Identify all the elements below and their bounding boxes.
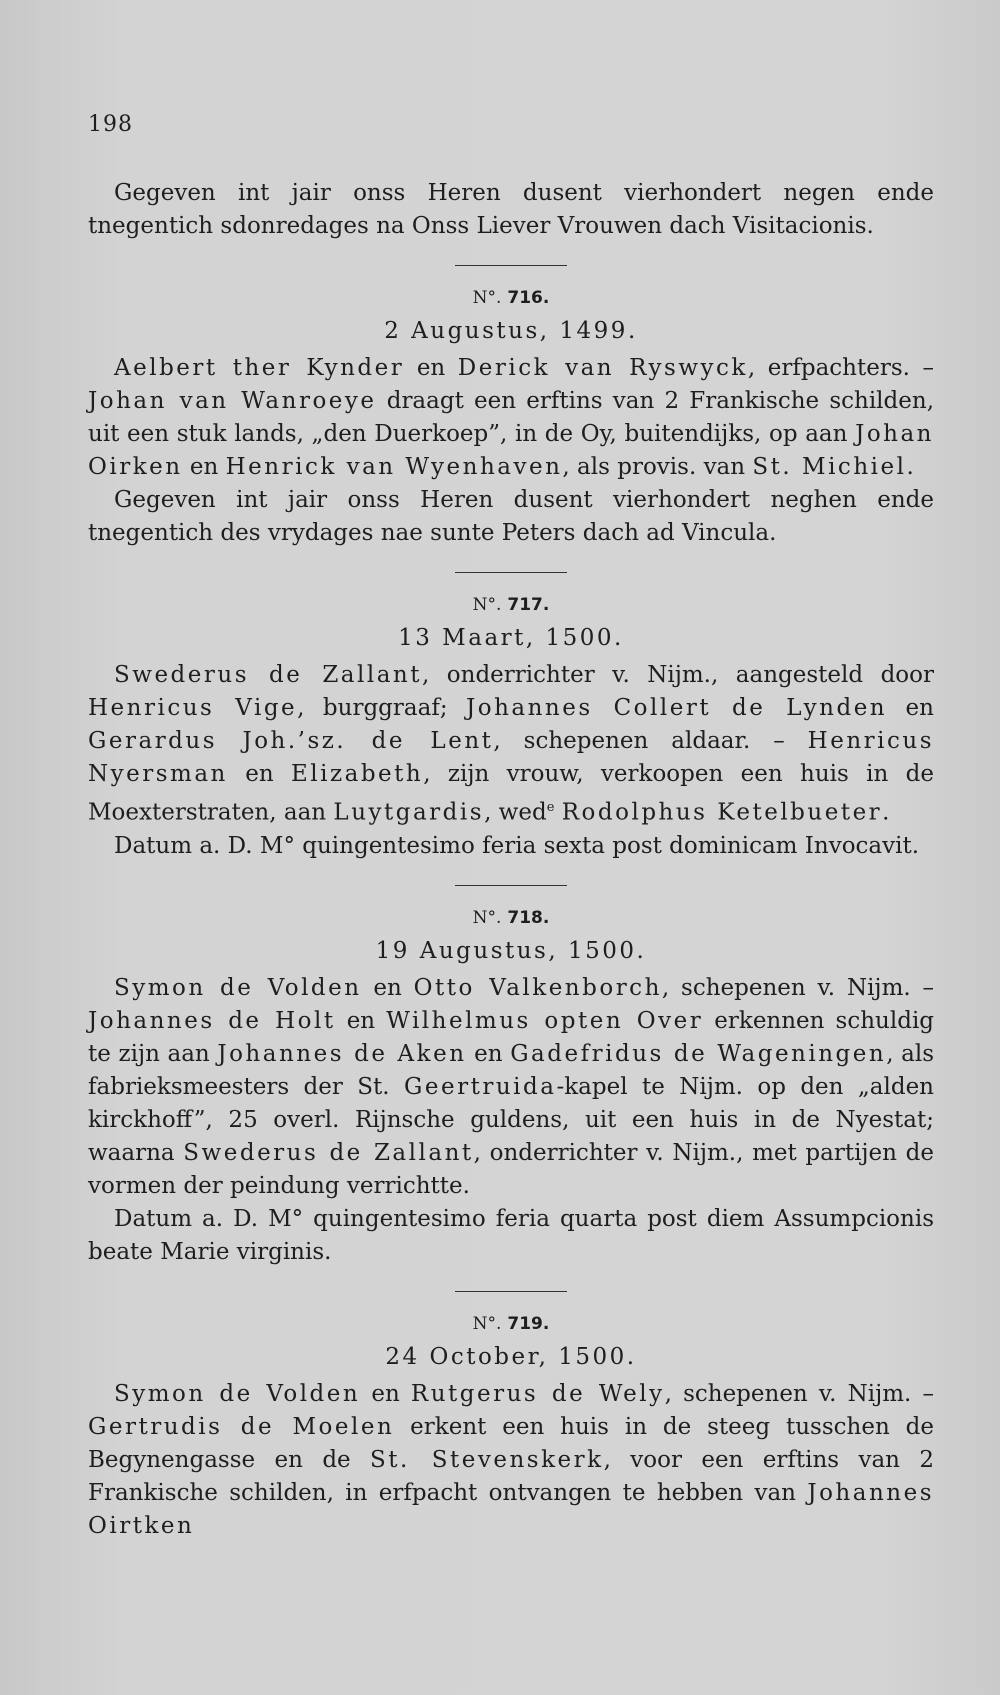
summary-text: , schepenen aldaar. – bbox=[493, 728, 808, 754]
summary-text: , erfpachters. – bbox=[747, 355, 934, 381]
person-name: Elizabeth bbox=[291, 761, 424, 787]
person-name: Gerardus Joh.’sz. de Lent bbox=[88, 728, 494, 754]
separator-rule bbox=[455, 265, 567, 266]
summary-text: , burggraaf; bbox=[297, 695, 467, 721]
person-name: Henricus Nyersman bbox=[88, 728, 935, 787]
summary-text: en bbox=[404, 355, 458, 381]
person-name: Johannes de Aken bbox=[217, 1040, 467, 1067]
person-name: Swederus de Zallant bbox=[183, 1139, 474, 1166]
summary-text: , zijn vrouw, verkoopen een huis in de Moexterstraten, aan bbox=[88, 761, 935, 826]
entry-number-prefix: N°. bbox=[472, 595, 502, 615]
person-name: Swederus de Zallant bbox=[114, 662, 422, 688]
person-name: Henrick van Wyenhaven bbox=[225, 454, 563, 480]
summary-text: erkent een huis in de steeg tusschen de Begynengasse en de bbox=[88, 1413, 934, 1473]
person-name: Johannes Collert de Lynden bbox=[466, 695, 888, 721]
separator-rule bbox=[455, 572, 567, 573]
entry-number bbox=[88, 595, 934, 615]
person-name: Wilhelmus opten Over bbox=[386, 1007, 704, 1034]
summary-text: draagt een erftins van 2 Frankische schilden, uit een stuk lands, „den Duerkoep”, in de Oy, buitendijks, op aan bbox=[88, 388, 934, 447]
person-name: Symon de Volden bbox=[114, 974, 362, 1001]
entry bbox=[88, 572, 934, 863]
person-name: Johan van Wanroeye bbox=[88, 388, 377, 414]
summary-text: . bbox=[906, 454, 914, 480]
entry-number-value: 718. bbox=[501, 907, 550, 928]
entry-number bbox=[88, 908, 934, 928]
summary-text: en bbox=[360, 1380, 411, 1407]
summary-text: , onderrichter v. Nijm., met partijen de vormen der peindung verrichtte. bbox=[88, 1139, 934, 1199]
summary-text: , voor een erftins van 2 Frankische schilden, in erfpacht ontvangen te hebben van bbox=[88, 1446, 935, 1506]
person-name: Symon de Volden bbox=[114, 1380, 361, 1407]
page-number: 198 bbox=[88, 112, 133, 137]
entry-number-prefix: N°. bbox=[472, 288, 502, 308]
entry-number-value: 719. bbox=[501, 1313, 550, 1334]
person-name: St. Michiel bbox=[752, 454, 907, 480]
summary-text: , wed bbox=[484, 799, 547, 826]
entry bbox=[88, 265, 934, 550]
person-name: Johan Oirken bbox=[88, 421, 934, 480]
entry-dating: Datum a. D. M° quingentesimo feria quarta post diem Assumpcionis beate Marie virginis. bbox=[88, 1205, 934, 1265]
entry-date: 19 Augustus, 1500. bbox=[375, 937, 647, 964]
entry-date: 24 October, 1500. bbox=[385, 1343, 637, 1370]
entry-summary bbox=[88, 1378, 934, 1543]
summary-text: en bbox=[361, 974, 414, 1001]
separator-rule bbox=[455, 885, 567, 886]
entry-dating: Gegeven int jair onss Heren dusent vierhondert neghen ende tnegentich des vrydages nae sunte Peters dach ad Vincula. bbox=[88, 487, 934, 546]
person-name: Derick van Ryswyck bbox=[457, 355, 748, 381]
summary-text: en bbox=[182, 454, 226, 480]
entry bbox=[88, 1291, 934, 1543]
summary-text: , als fabrieksmeesters der St. bbox=[88, 1040, 934, 1100]
person-name: Gertrudis de Moelen bbox=[88, 1413, 395, 1440]
entry-number bbox=[88, 1314, 934, 1334]
entry-dating: Datum a. D. M° quingentesimo feria sexta post dominicam Invocavit. bbox=[114, 832, 920, 859]
summary-text: en bbox=[466, 1040, 511, 1067]
summary-text: en bbox=[227, 761, 291, 787]
summary-text: en bbox=[335, 1007, 387, 1034]
summary-text: , schepenen v. Nijm. – bbox=[664, 1380, 934, 1407]
summary-text: erkennen schuldig te zijn aan bbox=[88, 1007, 935, 1067]
person-name: Gadefridus de Wageningen bbox=[510, 1040, 887, 1067]
entry-summary bbox=[88, 972, 934, 1203]
summary-text: , onderrichter v. Nijm., aangesteld door bbox=[422, 662, 934, 688]
entry-number-prefix: N°. bbox=[472, 907, 502, 928]
entry-date: 2 Augustus, 1499. bbox=[384, 318, 638, 344]
person-name: Otto Valkenborch bbox=[413, 974, 662, 1001]
summary-text: en bbox=[887, 695, 934, 721]
summary-text: , als provis. van bbox=[562, 454, 753, 480]
entry-number-prefix: N°. bbox=[472, 1313, 502, 1334]
person-name: Rodolphus Ketelbueter bbox=[561, 799, 883, 826]
person-name: Geertruida bbox=[404, 1073, 557, 1100]
person-name: Johannes Oirtken bbox=[88, 1479, 934, 1539]
person-name: St. Stevenskerk bbox=[370, 1446, 604, 1473]
intro-dating: Gegeven int jair onss Heren dusent vierhondert negen ende tnegentich sdonredages na Onss Liever Vrouwen dach Visitacionis. bbox=[88, 180, 934, 239]
entry-summary bbox=[88, 352, 934, 484]
entry bbox=[88, 885, 934, 1269]
entry-number bbox=[88, 288, 934, 308]
entry-summary bbox=[88, 659, 934, 830]
person-name: Rutgerus de Wely bbox=[410, 1380, 665, 1407]
summary-text bbox=[554, 800, 561, 826]
summary-text: -kapel te Nijm. op den „alden kirckhoff”, 25 overl. Rijnsche guldens, uit een huis in de Nyestat; waarna bbox=[88, 1073, 934, 1166]
entry-date: 13 Maart, 1500. bbox=[398, 625, 624, 651]
entries-list bbox=[88, 265, 934, 1543]
summary-text: e bbox=[546, 800, 555, 815]
separator-rule bbox=[455, 1291, 567, 1292]
person-name: Johannes de Holt bbox=[88, 1007, 336, 1034]
summary-text: , schepenen v. Nijm. – bbox=[661, 974, 935, 1001]
entry-number-value: 717. bbox=[501, 595, 550, 615]
entry-number-value: 716. bbox=[501, 288, 550, 308]
person-name: Henricus Vige bbox=[88, 695, 298, 721]
summary-text: . bbox=[882, 799, 890, 826]
person-name: Luytgardis bbox=[333, 799, 485, 826]
person-name: Aelbert ther Kynder bbox=[114, 355, 405, 381]
